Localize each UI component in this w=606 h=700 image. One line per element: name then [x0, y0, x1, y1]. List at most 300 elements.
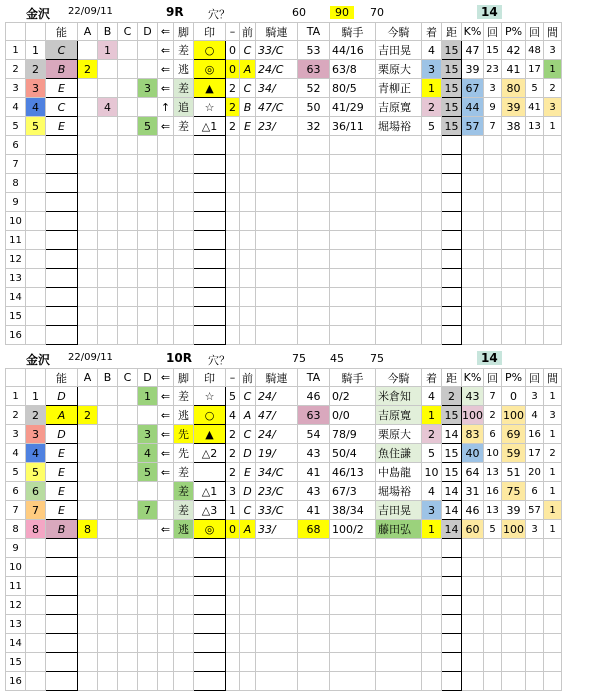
- cell-p: 75: [502, 482, 526, 501]
- cell-p2: [526, 615, 544, 634]
- cell-b: [98, 463, 118, 482]
- cell-kyori: [442, 212, 462, 231]
- cell-k: 43: [462, 387, 484, 406]
- cell-kishu: [330, 269, 376, 288]
- cell-b: [98, 672, 118, 691]
- cell-p: [502, 539, 526, 558]
- cell-k: 64: [462, 463, 484, 482]
- cell-mae: [240, 212, 256, 231]
- cell-kyori: 14: [442, 425, 462, 444]
- cell-arr: [158, 653, 174, 672]
- cell-p2: 17: [526, 60, 544, 79]
- cell-d: [138, 653, 158, 672]
- cell-kan: [544, 307, 562, 326]
- cell-n: 3: [6, 79, 26, 98]
- cell-nou: E: [46, 482, 78, 501]
- cell-n: 4: [6, 98, 26, 117]
- cell-w: [26, 250, 46, 269]
- cell-p: 80: [502, 79, 526, 98]
- cell-w: [26, 269, 46, 288]
- cell-k2: 13: [484, 501, 502, 520]
- cell-ta: 41: [298, 463, 330, 482]
- cell-p2: 6: [526, 482, 544, 501]
- race-number: 9R: [166, 5, 184, 19]
- cell-k: [462, 212, 484, 231]
- table-row: [6, 288, 562, 307]
- cell-kishu: 0/0: [330, 406, 376, 425]
- cell-kyaku: [174, 193, 194, 212]
- table-row: [6, 231, 562, 250]
- cell-kishu: [330, 672, 376, 691]
- cell-chaku: 1: [422, 520, 442, 539]
- cell-ta: [298, 212, 330, 231]
- cell-n: 12: [6, 250, 26, 269]
- cell-w: [26, 231, 46, 250]
- cell-kyori: 15: [442, 41, 462, 60]
- cell-shirushi: △2: [194, 444, 226, 463]
- cell-p2: 3: [526, 387, 544, 406]
- cell-chaku: 3: [422, 501, 442, 520]
- cell-mae_n: 2: [226, 98, 240, 117]
- cell-a: [78, 174, 98, 193]
- race-header: [0, 350, 606, 368]
- cell-c: [118, 326, 138, 345]
- cell-w: 6: [26, 482, 46, 501]
- cell-p: 51: [502, 463, 526, 482]
- cell-k2: [484, 596, 502, 615]
- cell-chaku: [422, 288, 442, 307]
- cell-mae: [240, 653, 256, 672]
- cell-b: [98, 250, 118, 269]
- race-date: 22/09/11: [68, 352, 113, 363]
- cell-kyori: [442, 269, 462, 288]
- table-header-row: [6, 369, 562, 387]
- cell-k2: [484, 615, 502, 634]
- cell-kyori: [442, 672, 462, 691]
- cell-imaki: [376, 212, 422, 231]
- cell-w: [26, 577, 46, 596]
- cell-p: 39: [502, 501, 526, 520]
- cell-imaki: 魚住謙: [376, 444, 422, 463]
- cell-k2: [484, 174, 502, 193]
- cell-kan: [544, 288, 562, 307]
- cell-k: [462, 288, 484, 307]
- cell-p2: [526, 250, 544, 269]
- cell-p2: 5: [526, 79, 544, 98]
- cell-chaku: [422, 212, 442, 231]
- cell-shirushi: [194, 174, 226, 193]
- cell-kishu: 100/2: [330, 520, 376, 539]
- cell-arr: [158, 212, 174, 231]
- cell-kishu: [330, 326, 376, 345]
- cell-k2: [484, 577, 502, 596]
- cell-ta: [298, 155, 330, 174]
- cell-b: [98, 288, 118, 307]
- cell-arr: [158, 326, 174, 345]
- cell-a: [78, 558, 98, 577]
- cell-ta: [298, 174, 330, 193]
- cell-shirushi: [194, 269, 226, 288]
- cell-imaki: [376, 288, 422, 307]
- cell-mae: C: [240, 41, 256, 60]
- cell-c: [118, 406, 138, 425]
- cell-p2: [526, 577, 544, 596]
- cell-mae_n: 2: [226, 444, 240, 463]
- cell-k: 67: [462, 79, 484, 98]
- cell-kyori: [442, 288, 462, 307]
- cell-arr: [158, 634, 174, 653]
- cell-kyori: [442, 577, 462, 596]
- cell-nou: [46, 577, 78, 596]
- cell-kyaku: [174, 174, 194, 193]
- cell-mae: [240, 174, 256, 193]
- cell-kyori: 15: [442, 444, 462, 463]
- cell-chaku: [422, 269, 442, 288]
- cell-ta: [298, 558, 330, 577]
- cell-ta: [298, 539, 330, 558]
- cell-nou: D: [46, 425, 78, 444]
- cell-kan: [544, 250, 562, 269]
- cell-kishu: 78/9: [330, 425, 376, 444]
- cell-kishu: [330, 558, 376, 577]
- cell-kan: 1: [544, 425, 562, 444]
- column-header: 回: [526, 23, 544, 41]
- cell-kiren: [256, 634, 298, 653]
- ana-label: 穴？: [208, 8, 230, 21]
- cell-chaku: [422, 250, 442, 269]
- cell-p: [502, 250, 526, 269]
- cell-p: [502, 212, 526, 231]
- cell-a: [78, 98, 98, 117]
- cell-imaki: [376, 653, 422, 672]
- cell-imaki: [376, 250, 422, 269]
- cell-c: [118, 250, 138, 269]
- cell-kiren: 23/: [256, 117, 298, 136]
- cell-chaku: [422, 577, 442, 596]
- cell-p2: [526, 558, 544, 577]
- cell-imaki: [376, 596, 422, 615]
- cell-kyori: 15: [442, 79, 462, 98]
- cell-ta: 63: [298, 60, 330, 79]
- cell-nou: E: [46, 501, 78, 520]
- cell-ta: 52: [298, 79, 330, 98]
- cell-n: 14: [6, 288, 26, 307]
- cell-kiren: 24/: [256, 387, 298, 406]
- cell-kishu: 41/29: [330, 98, 376, 117]
- cell-n: 2: [6, 406, 26, 425]
- cell-mae: [240, 193, 256, 212]
- cell-b: [98, 653, 118, 672]
- cell-p2: [526, 653, 544, 672]
- cell-k: [462, 269, 484, 288]
- cell-a: [78, 193, 98, 212]
- cell-kan: 2: [544, 79, 562, 98]
- cell-mae_n: [226, 174, 240, 193]
- cell-kyori: [442, 193, 462, 212]
- cell-w: [26, 672, 46, 691]
- cell-kan: [544, 558, 562, 577]
- cell-b: 1: [98, 41, 118, 60]
- cell-p2: [526, 212, 544, 231]
- cell-shirushi: ○: [194, 41, 226, 60]
- cell-mae: [240, 307, 256, 326]
- cell-kan: 1: [544, 117, 562, 136]
- cell-shirushi: ◎: [194, 520, 226, 539]
- cell-shirushi: [194, 615, 226, 634]
- cell-k2: 13: [484, 463, 502, 482]
- cell-mae: [240, 250, 256, 269]
- cell-w: 5: [26, 117, 46, 136]
- cell-shirushi: [194, 212, 226, 231]
- cell-k: [462, 653, 484, 672]
- cell-shirushi: [194, 463, 226, 482]
- cell-p: [502, 326, 526, 345]
- cell-kishu: 46/13: [330, 463, 376, 482]
- cell-c: [118, 212, 138, 231]
- column-header: ⇐: [158, 23, 174, 41]
- cell-a: 8: [78, 520, 98, 539]
- table-row: [6, 174, 562, 193]
- cell-imaki: 堀場裕: [376, 482, 422, 501]
- cell-nou: [46, 596, 78, 615]
- cell-kiren: [256, 577, 298, 596]
- cell-ta: 43: [298, 444, 330, 463]
- cell-a: [78, 155, 98, 174]
- cell-c: [118, 482, 138, 501]
- race-number: 10R: [166, 351, 192, 365]
- cell-kiren: 34/C: [256, 463, 298, 482]
- cell-kan: 1: [544, 520, 562, 539]
- cell-p: [502, 231, 526, 250]
- cell-c: [118, 520, 138, 539]
- cell-arr: [158, 193, 174, 212]
- cell-nou: D: [46, 387, 78, 406]
- cell-kan: [544, 672, 562, 691]
- cell-kyori: [442, 539, 462, 558]
- cell-ta: [298, 193, 330, 212]
- cell-chaku: [422, 615, 442, 634]
- cell-c: [118, 117, 138, 136]
- cell-b: [98, 193, 118, 212]
- cell-kyaku: [174, 136, 194, 155]
- cell-c: [118, 155, 138, 174]
- cell-p: [502, 653, 526, 672]
- cell-kan: [544, 577, 562, 596]
- table-row: [6, 212, 562, 231]
- cell-p: 41: [502, 60, 526, 79]
- column-header: [6, 23, 26, 41]
- column-header: 騎手: [330, 369, 376, 387]
- cell-k2: 6: [484, 425, 502, 444]
- cell-chaku: 2: [422, 98, 442, 117]
- cell-kiren: 47/: [256, 406, 298, 425]
- cell-nou: A: [46, 406, 78, 425]
- cell-nou: [46, 558, 78, 577]
- cell-ta: 46: [298, 387, 330, 406]
- column-header: TA: [298, 369, 330, 387]
- entry-table: [5, 22, 562, 345]
- cell-a: [78, 41, 98, 60]
- cell-arr: [158, 577, 174, 596]
- cell-kyori: 15: [442, 117, 462, 136]
- cell-d: [138, 41, 158, 60]
- cell-d: [138, 155, 158, 174]
- cell-kan: 3: [544, 41, 562, 60]
- cell-arr: [158, 596, 174, 615]
- cell-k2: 10: [484, 444, 502, 463]
- cell-shirushi: ◎: [194, 60, 226, 79]
- cell-n: 7: [6, 501, 26, 520]
- table-row: [6, 558, 562, 577]
- column-header: 印: [194, 23, 226, 41]
- cell-kyori: 15: [442, 98, 462, 117]
- cell-c: [118, 288, 138, 307]
- cell-c: [118, 387, 138, 406]
- cell-p: [502, 596, 526, 615]
- cell-imaki: 栗原大: [376, 60, 422, 79]
- cell-mae: [240, 672, 256, 691]
- cell-kishu: [330, 307, 376, 326]
- cell-kan: [544, 155, 562, 174]
- cell-k2: 15: [484, 41, 502, 60]
- cell-shirushi: [194, 634, 226, 653]
- cell-nou: [46, 634, 78, 653]
- cell-kyori: [442, 615, 462, 634]
- cell-nou: [46, 212, 78, 231]
- table-row: [6, 250, 562, 269]
- cell-kyori: [442, 136, 462, 155]
- cell-d: 1: [138, 387, 158, 406]
- cell-w: [26, 155, 46, 174]
- cell-imaki: 栗原大: [376, 425, 422, 444]
- cell-imaki: [376, 539, 422, 558]
- cell-mae: [240, 155, 256, 174]
- cell-nou: E: [46, 444, 78, 463]
- cell-w: [26, 539, 46, 558]
- cell-n: 7: [6, 155, 26, 174]
- cell-shirushi: [194, 672, 226, 691]
- cell-mae_n: [226, 193, 240, 212]
- cell-n: 9: [6, 193, 26, 212]
- cell-p2: 4: [526, 406, 544, 425]
- cell-nou: E: [46, 117, 78, 136]
- table-row: [6, 387, 562, 406]
- cell-p: [502, 615, 526, 634]
- column-header: D: [138, 23, 158, 41]
- cell-kiren: [256, 288, 298, 307]
- cell-arr: ⇐: [158, 387, 174, 406]
- cell-c: [118, 672, 138, 691]
- column-header: 脚: [174, 23, 194, 41]
- cell-chaku: 10: [422, 463, 442, 482]
- cell-c: [118, 307, 138, 326]
- cell-d: [138, 520, 158, 539]
- cell-k: 46: [462, 501, 484, 520]
- cell-w: [26, 558, 46, 577]
- cell-w: [26, 653, 46, 672]
- cell-p: [502, 634, 526, 653]
- cell-a: [78, 250, 98, 269]
- cell-imaki: 青柳正: [376, 79, 422, 98]
- cell-kiren: [256, 250, 298, 269]
- table-row: [6, 307, 562, 326]
- column-header: B: [98, 369, 118, 387]
- cell-b: [98, 212, 118, 231]
- cell-w: [26, 136, 46, 155]
- cell-b: [98, 615, 118, 634]
- table-row: [6, 60, 562, 79]
- cell-d: 7: [138, 501, 158, 520]
- cell-a: [78, 672, 98, 691]
- cell-arr: [158, 307, 174, 326]
- cell-d: [138, 326, 158, 345]
- cell-shirushi: [194, 193, 226, 212]
- cell-kyori: 15: [442, 463, 462, 482]
- cell-c: [118, 79, 138, 98]
- cell-d: [138, 307, 158, 326]
- cell-k: [462, 193, 484, 212]
- cell-nou: [46, 174, 78, 193]
- cell-k2: [484, 558, 502, 577]
- cell-kyori: [442, 634, 462, 653]
- cell-b: 4: [98, 98, 118, 117]
- cell-n: 1: [6, 41, 26, 60]
- column-header: A: [78, 369, 98, 387]
- cell-kan: [544, 269, 562, 288]
- cell-imaki: 吉原寛: [376, 98, 422, 117]
- cell-d: [138, 193, 158, 212]
- cell-k2: 2: [484, 406, 502, 425]
- cell-kiren: [256, 212, 298, 231]
- cell-arr: [158, 250, 174, 269]
- cell-c: [118, 444, 138, 463]
- column-header: [26, 23, 46, 41]
- cell-kyaku: [174, 212, 194, 231]
- cell-p: [502, 269, 526, 288]
- cell-p: 100: [502, 520, 526, 539]
- cell-n: 16: [6, 326, 26, 345]
- cell-p2: [526, 634, 544, 653]
- cell-d: [138, 288, 158, 307]
- column-header: 能: [46, 369, 78, 387]
- cell-shirushi: [194, 155, 226, 174]
- cell-p2: 57: [526, 501, 544, 520]
- header-value-2: 90: [330, 6, 354, 19]
- cell-kishu: 67/3: [330, 482, 376, 501]
- cell-kishu: [330, 653, 376, 672]
- table-row: [6, 326, 562, 345]
- cell-kishu: [330, 231, 376, 250]
- cell-d: [138, 269, 158, 288]
- cell-p2: [526, 174, 544, 193]
- cell-n: 13: [6, 269, 26, 288]
- cell-ta: [298, 634, 330, 653]
- cell-mae: [240, 615, 256, 634]
- cell-kishu: [330, 596, 376, 615]
- cell-kiren: [256, 307, 298, 326]
- cell-chaku: [422, 634, 442, 653]
- cell-w: 1: [26, 41, 46, 60]
- column-header: [6, 369, 26, 387]
- cell-p2: 41: [526, 98, 544, 117]
- cell-shirushi: ☆: [194, 387, 226, 406]
- cell-k2: [484, 634, 502, 653]
- cell-arr: [158, 174, 174, 193]
- cell-kyaku: [174, 155, 194, 174]
- cell-p2: [526, 539, 544, 558]
- cell-kyori: [442, 326, 462, 345]
- cell-k: [462, 326, 484, 345]
